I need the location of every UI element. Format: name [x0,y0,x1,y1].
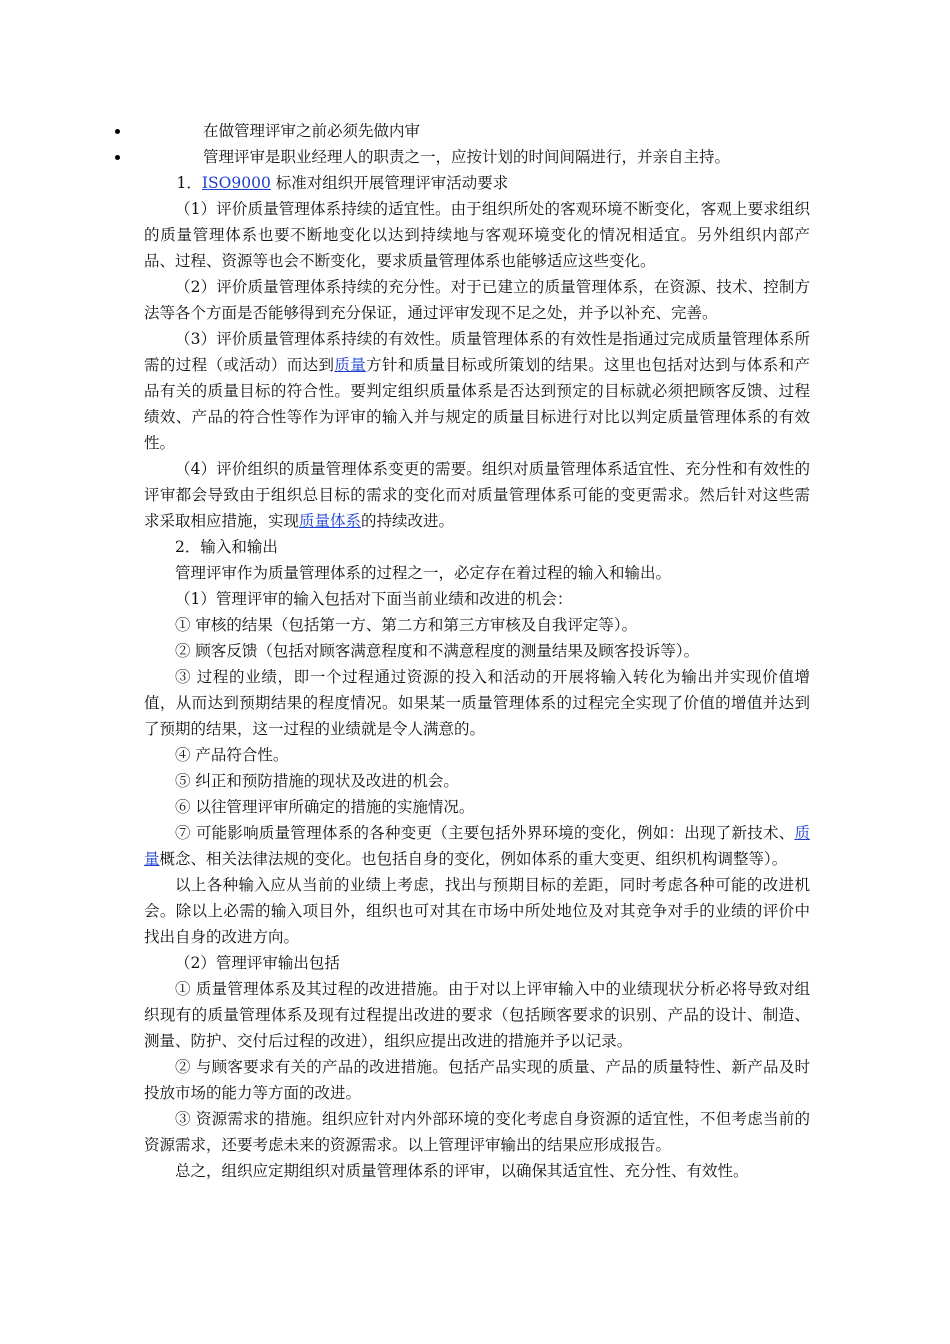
output-item-1: ① 质量管理体系及其过程的改进措施。由于对以上评审输入中的业绩现状分析必将导致对组织现有的质量管理体系及现有过程提出改进的要求（包括顾客要求的识别、产品的设计、制造、测量、防护、交付后过程的改进），组织应提出改进的措施并予以记录。 [144,980,810,1050]
paragraph-change-needs [144,456,810,534]
output-item-3: ③ 资源需求的措施。组织应针对内外部环境的变化考虑自身资源的适宜性，不但考虑当前的资源需求，还要考虑未来的资源需求。以上管理评审输出的结果应形成报告。 [144,1110,810,1154]
input-item-7 [144,820,810,872]
quality-system-link[interactable]: 质量体系 [299,512,362,530]
section2-intro: 管理评审作为质量管理体系的过程之一，必定存在着过程的输入和输出。 [175,564,672,582]
input-item-5: ⑤ 纠正和预防措施的现状及改进的机会。 [175,772,459,790]
text-span: 概念、相关法律法规的变化。也包括自身的变化，例如体系的重大变更、组织机构调整等）。 [159,850,788,868]
bullet-list [0,118,950,170]
input-item-2: ② 顾客反馈（包括对顾客满意程度和不满意程度的测量结果及顾客投诉等）。 [175,642,700,660]
section1-heading-prefix: 1． [176,174,202,192]
inputs-summary: 以上各种输入应从当前的业绩上考虑，找出与预期目标的差距，同时考虑各种可能的改进机会。除以上必需的输入项目外，组织也可对其在市场中所处地位及对其竞争对手的业绩的评价中找出自身的改进方向。 [144,876,810,946]
input-item-3: ③ 过程的业绩，即一个过程通过资源的投入和活动的开展将输入转化为输出并实现价值增值，从而达到预期结果的程度情况。如果某一质量管理体系的过程完全实现了价值的增值并达到了预期的结果，这一过程的业绩就是令人满意的。 [144,668,810,738]
text-span: （3）评价质量管理体系持续的有效性。质量管理体系的有效性是指通过完成质量管理体系所需的过程（或活动）而达到 [144,330,810,374]
bullet-item [0,144,950,170]
bullet-dot-icon [115,155,120,160]
quality-concept-link[interactable]: 质量 [144,824,810,868]
section2-heading: 2．输入和输出 [175,538,278,556]
input-item-6: ⑥ 以往管理评审所确定的措施的实施情况。 [175,798,475,816]
output-heading: （2）管理评审输出包括 [175,954,340,972]
output-item-2: ② 与顾客要求有关的产品的改进措施。包括产品实现的质量、产品的质量特性、新产品及时投放市场的能力等方面的改进。 [144,1058,810,1102]
paragraph-adequacy: （2）评价质量管理体系持续的充分性。对于已建立的质量管理体系，在资源、技术、控制方法等各个方面是否能够得到充分保证，通过评审发现不足之处，并予以补充、完善。 [144,278,810,322]
quality-link[interactable]: 质量 [334,356,367,374]
bullet-text: 在做管理评审之前必须先做内审 [203,122,421,140]
text-span: （4）评价组织的质量管理体系变更的需要。组织对质量管理体系适宜性、充分性和有效性的评审都会导致由于组织总目标的需求的变化而对质量管理体系可能的变更需求。然后针对这些需求采取相应措施，实现 [144,460,810,530]
text-span: 的持续改进。 [361,512,455,530]
section1-heading [144,170,810,196]
input-heading: （1）管理评审的输入包括对下面当前业绩和改进的机会： [175,590,573,608]
input-item-4: ④ 产品符合性。 [175,746,289,764]
section1-heading-suffix: 标准对组织开展管理评审活动要求 [270,174,509,192]
iso9000-link[interactable]: ISO9000 [201,174,271,192]
bullet-dot-icon [115,129,120,134]
conclusion: 总之，组织应定期组织对质量管理体系的评审，以确保其适宜性、充分性、有效性。 [175,1162,749,1180]
document-body [144,170,810,1184]
paragraph-suitability: （1）评价质量管理体系持续的适宜性。由于组织所处的客观环境不断变化，客观上要求组织的质量管理体系也要不断地变化以达到持续地与客观环境变化的情况相适宜。另外组织内部产品、过程、资源等也会不断变化，要求质量管理体系也能够适应这些变化。 [144,200,810,270]
input-item-1: ① 审核的结果（包括第一方、第二方和第三方审核及自我评定等）。 [175,616,638,634]
paragraph-effectiveness [144,326,810,456]
text-span: ⑦ 可能影响质量管理体系的各种变更（主要包括外界环境的变化，例如：出现了新技术、 [175,824,795,842]
bullet-item [0,118,950,144]
bullet-text: 管理评审是职业经理人的职责之一，应按计划的时间间隔进行，并亲自主持。 [203,148,731,166]
text-span: 方针和质量目标或所策划的结果。这里也包括对达到与体系和产品有关的质量目标的符合性。要判定组织质量体系是否达到预定的目标就必须把顾客反馈、过程绩效、产品的符合性等作为评审的输入并与规定的质量目标进行对比以判定质量管理体系的有效性。 [144,356,810,452]
